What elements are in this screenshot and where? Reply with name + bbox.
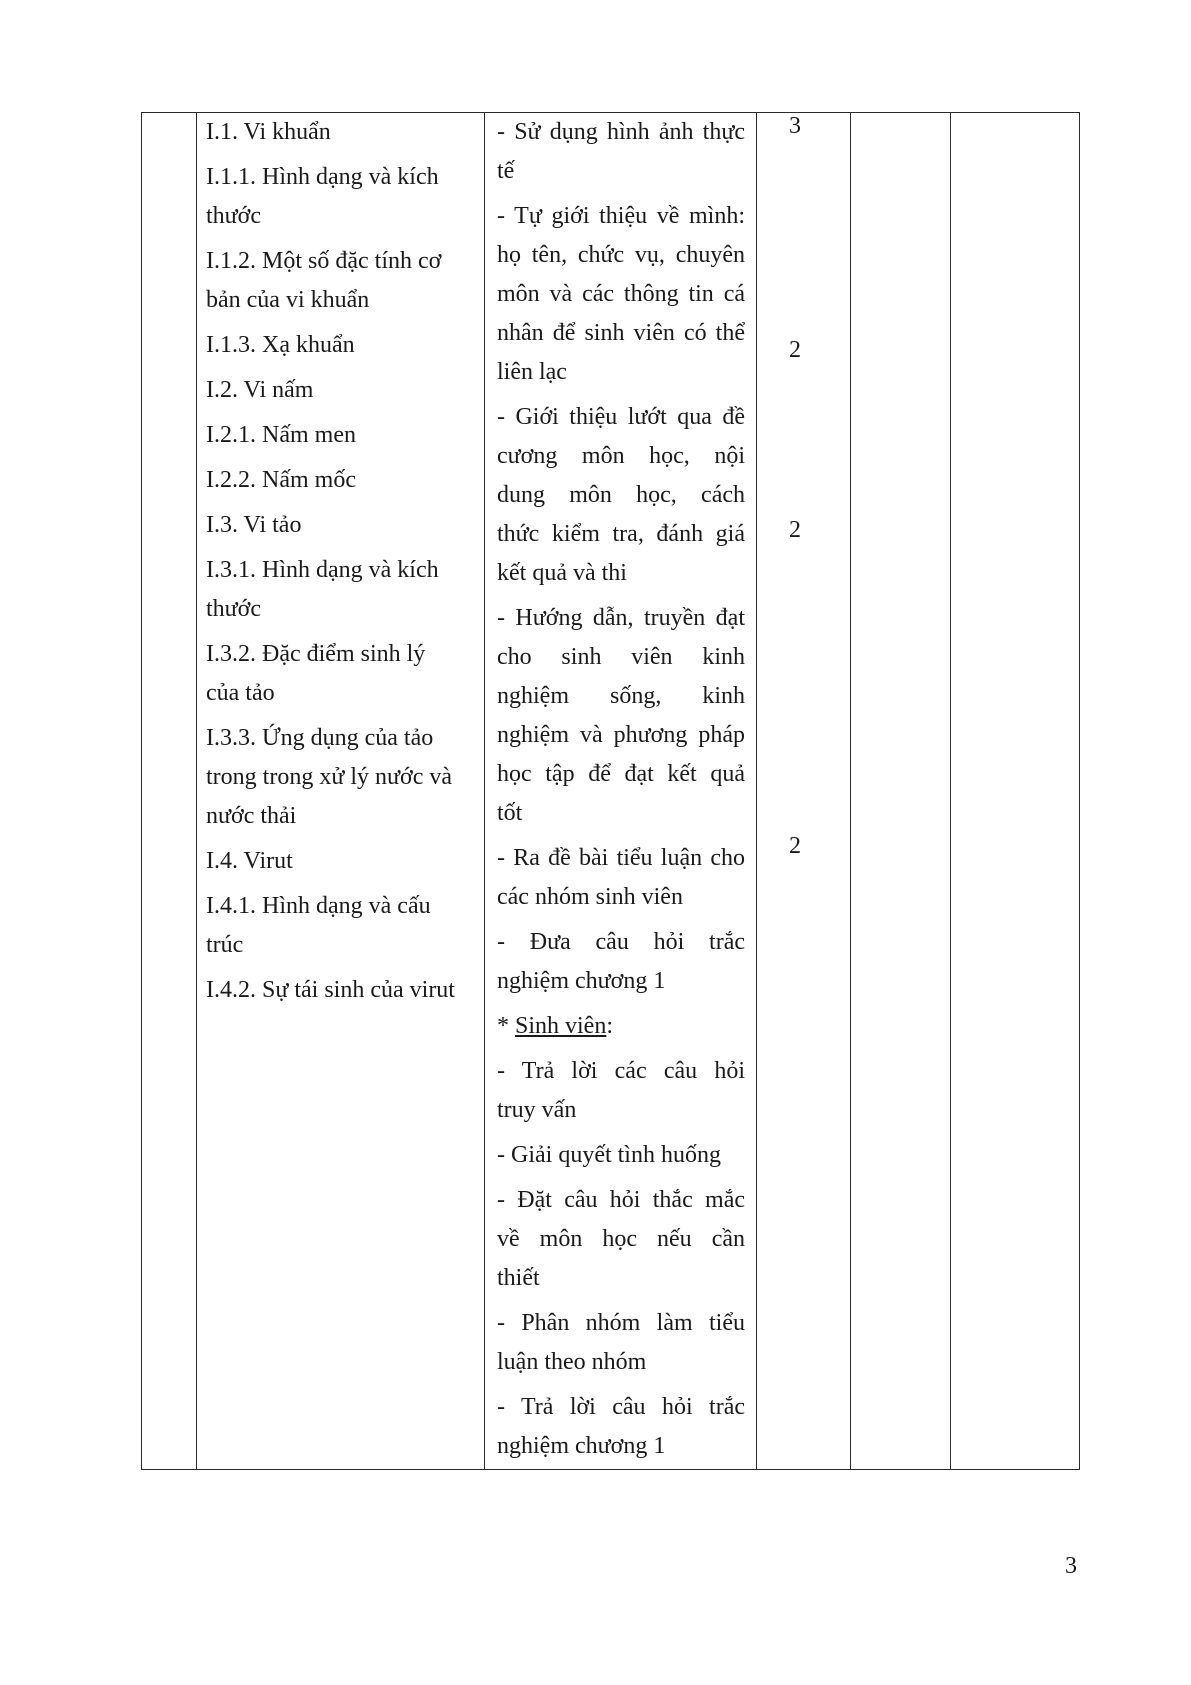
- method-line: học tập để đạt kết quả: [497, 761, 745, 787]
- method-paragraph: [497, 1181, 745, 1298]
- method-paragraph: [497, 1388, 745, 1466]
- student-prefix: *: [497, 1013, 515, 1039]
- method-line: thức kiểm tra, đánh giá: [497, 521, 745, 547]
- content-line: I.1.2. Một số đặc tính cơ: [206, 248, 442, 274]
- method-paragraph: [497, 839, 745, 917]
- method-line: - Đặt câu hỏi thắc mắc: [497, 1187, 745, 1213]
- method-paragraph: [497, 923, 745, 1001]
- method-paragraph: [497, 599, 745, 833]
- method-line: họ tên, chức vụ, chuyên: [497, 242, 745, 268]
- hours-value: 2: [789, 833, 801, 859]
- method-line: - Phân nhóm làm tiểu: [497, 1310, 745, 1336]
- content-line: I.4.1. Hình dạng và cấu: [206, 893, 431, 919]
- method-line: - Hướng dẫn, truyền đạt: [497, 605, 745, 631]
- content-line: của tảo: [206, 680, 275, 706]
- method-paragraph: [497, 113, 745, 191]
- method-line: nghiệm chương 1: [497, 968, 666, 994]
- student-label: Sinh viên: [515, 1013, 607, 1039]
- column-divider: [196, 113, 197, 1469]
- method-line: môn và các thông tin cá: [497, 281, 745, 307]
- method-line: cho sinh viên kinh: [497, 644, 745, 670]
- method-line: kết quả và thi: [497, 560, 627, 586]
- content-line: I.1.1. Hình dạng và kích: [206, 164, 439, 190]
- content-line: I.2.1. Nấm men: [206, 422, 356, 448]
- method-line: liên lạc: [497, 359, 567, 385]
- content-line: trúc: [206, 932, 244, 958]
- content-line: nước thải: [206, 803, 297, 829]
- method-line: nhân để sinh viên có thể: [497, 320, 745, 346]
- method-line: về môn học nếu cần: [497, 1226, 745, 1252]
- content-line: I.3.1. Hình dạng và kích: [206, 557, 439, 583]
- method-paragraph: [497, 1136, 745, 1175]
- method-line: nghiệm chương 1: [497, 1433, 666, 1459]
- method-line: - Giải quyết tình huống: [497, 1142, 721, 1168]
- method-paragraph: [497, 197, 745, 392]
- method-paragraph: [497, 1052, 745, 1130]
- methods-column: [497, 113, 745, 1472]
- content-line: I.1.3. Xạ khuẩn: [206, 332, 355, 358]
- content-line: I.4.2. Sự tái sinh của virut: [206, 977, 455, 1003]
- column-divider: [756, 113, 757, 1469]
- content-line: trong trong xử lý nước và: [206, 764, 452, 790]
- content-line: I.3.2. Đặc điểm sinh lý: [206, 641, 426, 667]
- method-line: truy vấn: [497, 1097, 577, 1123]
- student-suffix: :: [606, 1013, 614, 1039]
- method-line: dung môn học, cách: [497, 482, 745, 508]
- content-line: I.2.2. Nấm mốc: [206, 467, 356, 493]
- method-line: - Giới thiệu lướt qua đề: [497, 404, 745, 430]
- method-line: - Trả lời câu hỏi trắc: [497, 1394, 745, 1420]
- content-line: I.2. Vi nấm: [206, 377, 314, 403]
- method-paragraph: [497, 1304, 745, 1382]
- method-line: cương môn học, nội: [497, 443, 745, 469]
- content-line: I.3.3. Ứng dụng của tảo: [206, 725, 434, 751]
- content-line: thước: [206, 203, 262, 229]
- method-line: luận theo nhóm: [497, 1349, 647, 1375]
- page-number: 3: [1065, 1553, 1077, 1579]
- hours-value: 2: [789, 337, 801, 363]
- method-line: các nhóm sinh viên: [497, 884, 683, 910]
- method-line: thiết: [497, 1265, 540, 1291]
- student-heading: [497, 1007, 745, 1046]
- content-line: I.3. Vi tảo: [206, 512, 302, 538]
- syllabus-table: [141, 112, 1080, 1470]
- hours-value: 3: [789, 113, 801, 139]
- method-line: nghiệm sống, kinh: [497, 683, 745, 709]
- content-line: I.1. Vi khuẩn: [206, 119, 331, 145]
- content-line: I.4. Virut: [206, 848, 293, 874]
- method-line: - Tự giới thiệu về mình:: [497, 203, 745, 229]
- method-line: - Ra đề bài tiểu luận cho: [497, 845, 745, 871]
- method-line: - Trả lời các câu hỏi: [497, 1058, 745, 1084]
- column-divider: [850, 113, 851, 1469]
- column-divider: [950, 113, 951, 1469]
- content-line: bản của vi khuẩn: [206, 287, 370, 313]
- content-column: [206, 113, 491, 1010]
- content-line: thước: [206, 596, 262, 622]
- method-line: nghiệm và phương pháp: [497, 722, 745, 748]
- method-paragraph: [497, 398, 745, 593]
- method-line: - Sử dụng hình ảnh thực: [497, 119, 745, 145]
- method-line: tế: [497, 158, 515, 184]
- hours-value: 2: [789, 517, 801, 543]
- method-line: - Đưa câu hỏi trắc: [497, 929, 745, 955]
- method-line: tốt: [497, 800, 523, 826]
